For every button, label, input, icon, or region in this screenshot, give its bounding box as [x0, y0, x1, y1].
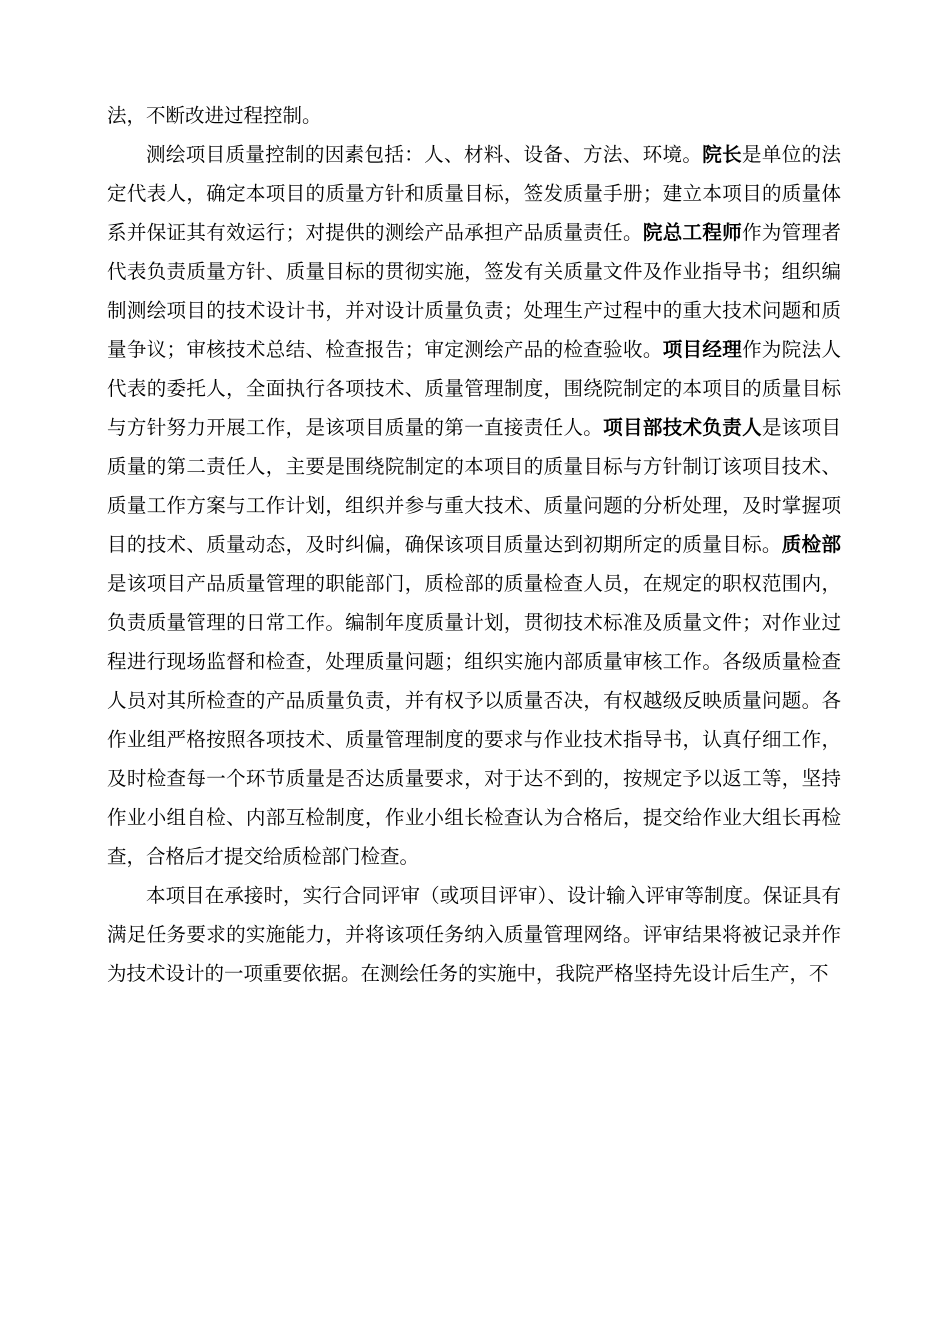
paragraph-2: [107, 135, 841, 876]
role-heading-project-manager: 项目经理: [662, 338, 743, 361]
role-heading-dean: 院长: [702, 143, 742, 166]
role-heading-qc-department: 质检部: [781, 533, 841, 556]
paragraph-3: [107, 876, 841, 993]
text-run: 是该项目产品质量管理的职能部门，质检部的质量检查人员，在规定的职权范围内，负责质量管理的日常工作。编制年度质量计划，贯彻技术标准及质量文件；对作业过程进行现场监督和检查，处理质量问题；组织实施内部质量审核工作。各级质量检查人员对其所检查的产品质量负责，并有权予以质量否决，有权越级反映质量问题。各作业组严格按照各项技术、质量管理制度的要求与作业技术指导书，认真仔细工作，及时检查每一个环节质量是否达质量要求，对于达不到的，按规定予以返工等，坚持作业小组自检、内部互检制度，作业小组长检查认为合格后，提交给作业大组长再检查，合格后才提交给质检部门检查。: [107, 572, 841, 868]
text-run: 测绘项目质量控制的因素包括：人、材料、设备、方法、环境。: [146, 143, 703, 166]
text-run: 法，不断改进过程控制。: [107, 104, 322, 127]
text-run: 是单位的法定代表人，确定本项目的质量方针和质量目标，签发质量手册；建立本项目的质量体系并保证其有效运行；对提供的测绘产品承担产品质量责任。: [107, 143, 841, 244]
paragraph-1: [107, 96, 841, 135]
text-run: 是该项目质量的第二责任人，主要是围绕院制定的本项目的质量目标与方针制订该项目技术、质量工作方案与工作计划，组织并参与重大技术、质量问题的分析处理，及时掌握项目的技术、质量动态，及时纠偏，确保该项目质量达到初期所定的质量目标。: [107, 416, 841, 556]
role-heading-chief-engineer: 院总工程师: [642, 221, 743, 244]
role-heading-technical-lead: 项目部技术负责人: [603, 416, 762, 439]
text-run: 作为院法人代表的委托人，全面执行各项技术、质量管理制度，围绕院制定的本项目的质量目标与方针努力开展工作，是该项目质量的第一直接责任人。: [107, 338, 841, 439]
document-body: [107, 96, 841, 993]
text-run: 本项目在承接时，实行合同评审（或项目评审）、设计输入评审等制度。保证具有满足任务要求的实施能力，并将该项任务纳入质量管理网络。评审结果将被记录并作为技术设计的一项重要依据。在测绘任务的实施中，我院严格坚持先设计后生产，不: [107, 884, 841, 985]
text-run: 作为管理者代表负责质量方针、质量目标的贯彻实施，签发有关质量文件及作业指导书；组织编制测绘项目的技术设计书，并对设计质量负责；处理生产过程中的重大技术问题和质量争议；审核技术总结、检查报告；审定测绘产品的检查验收。: [107, 221, 841, 361]
